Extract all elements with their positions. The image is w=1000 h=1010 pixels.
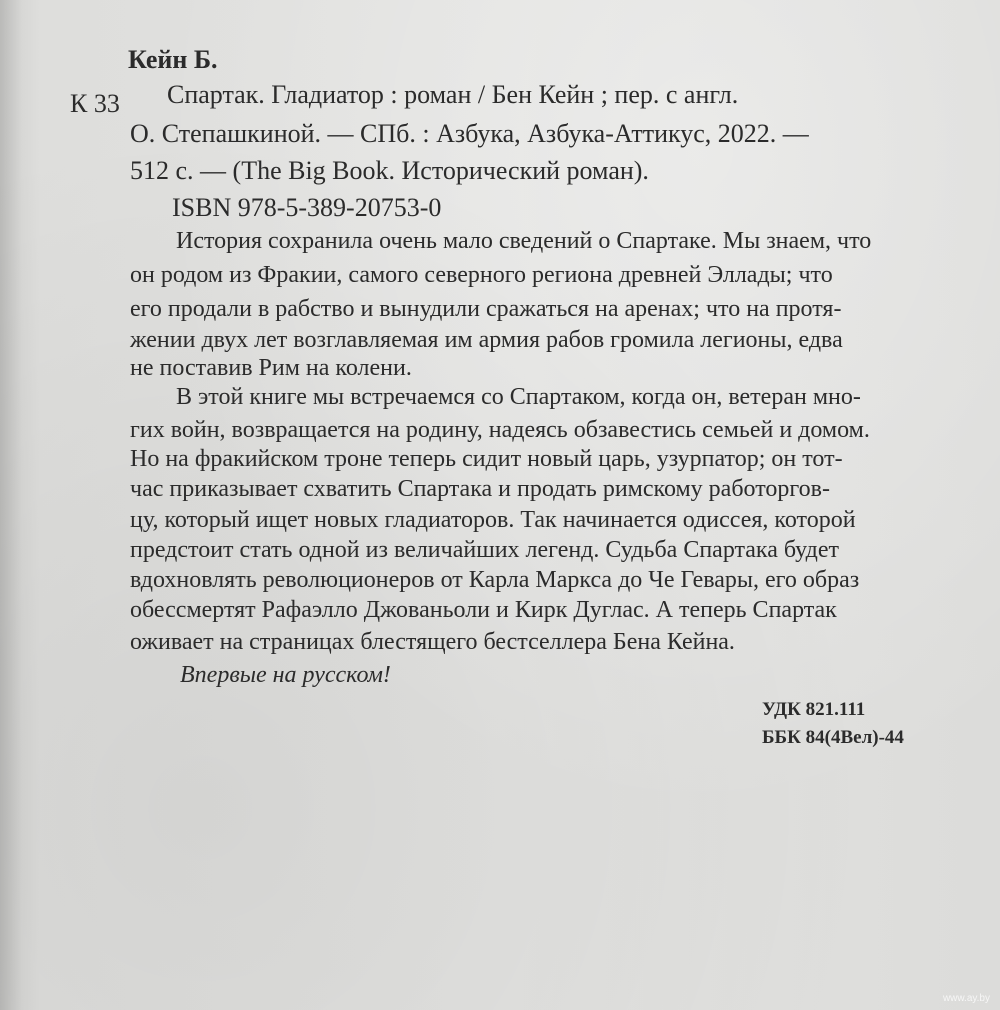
isbn: ISBN 978-5-389-20753-0	[172, 193, 442, 222]
abstract-line: Но на фракийском троне теперь сидит новый царь, узурпатор; он тот-	[130, 446, 843, 472]
classification-code: К 33	[70, 89, 120, 118]
abstract-line: цу, который ищет новых гладиаторов. Так начинается одиссея, которой	[130, 507, 856, 533]
abstract-line: его продали в рабство и вынудили сражаться на аренах; что на протя-	[130, 296, 842, 322]
udk-code: УДК 821.111	[762, 699, 866, 720]
bbk-code: ББК 84(4Вел)-44	[762, 727, 904, 748]
abstract-line: не поставив Рим на колени.	[130, 355, 412, 381]
abstract-line: История сохранила очень мало сведений о Спартаке. Мы знаем, что	[176, 228, 872, 254]
abstract-line: жении двух лет возглавляемая им армия рабов громила легионы, едва	[130, 327, 843, 353]
author-name: Кейн Б.	[128, 45, 218, 74]
abstract-line: обессмертят Рафаэлло Джованьоли и Кирк Дуглас. А теперь Спартак	[130, 597, 837, 623]
abstract-line: предстоит стать одной из величайших легенд. Судьба Спартака будет	[130, 537, 840, 563]
bibliography-line-3: 512 с. — (The Big Book. Исторический роман).	[130, 156, 649, 185]
tagline: Впервые на русском!	[180, 662, 391, 688]
abstract-line: вдохновлять революционеров от Карла Маркса до Че Гевары, его образ	[130, 567, 860, 593]
bibliography-line-2: О. Степашкиной. — СПб. : Азбука, Азбука-Аттикус, 2022. —	[130, 119, 809, 148]
page-edge-shadow	[0, 0, 22, 1010]
bibliography-line-1: Спартак. Гладиатор : роман / Бен Кейн ; пер. с англ.	[167, 80, 739, 109]
abstract-line: час приказывает схватить Спартака и продать римскому работоргов-	[130, 476, 830, 502]
abstract-line: гих войн, возвращается на родину, надеясь обзавестись семьей и домом.	[130, 417, 870, 443]
abstract-line: оживает на страницах блестящего бестселлера Бена Кейна.	[130, 629, 735, 655]
abstract-line: В этой книге мы встречаемся со Спартаком, когда он, ветеран мно-	[176, 384, 861, 410]
abstract-line: он родом из Фракии, самого северного региона древней Эллады; что	[130, 262, 833, 288]
watermark: www.ay.by	[942, 993, 990, 1004]
